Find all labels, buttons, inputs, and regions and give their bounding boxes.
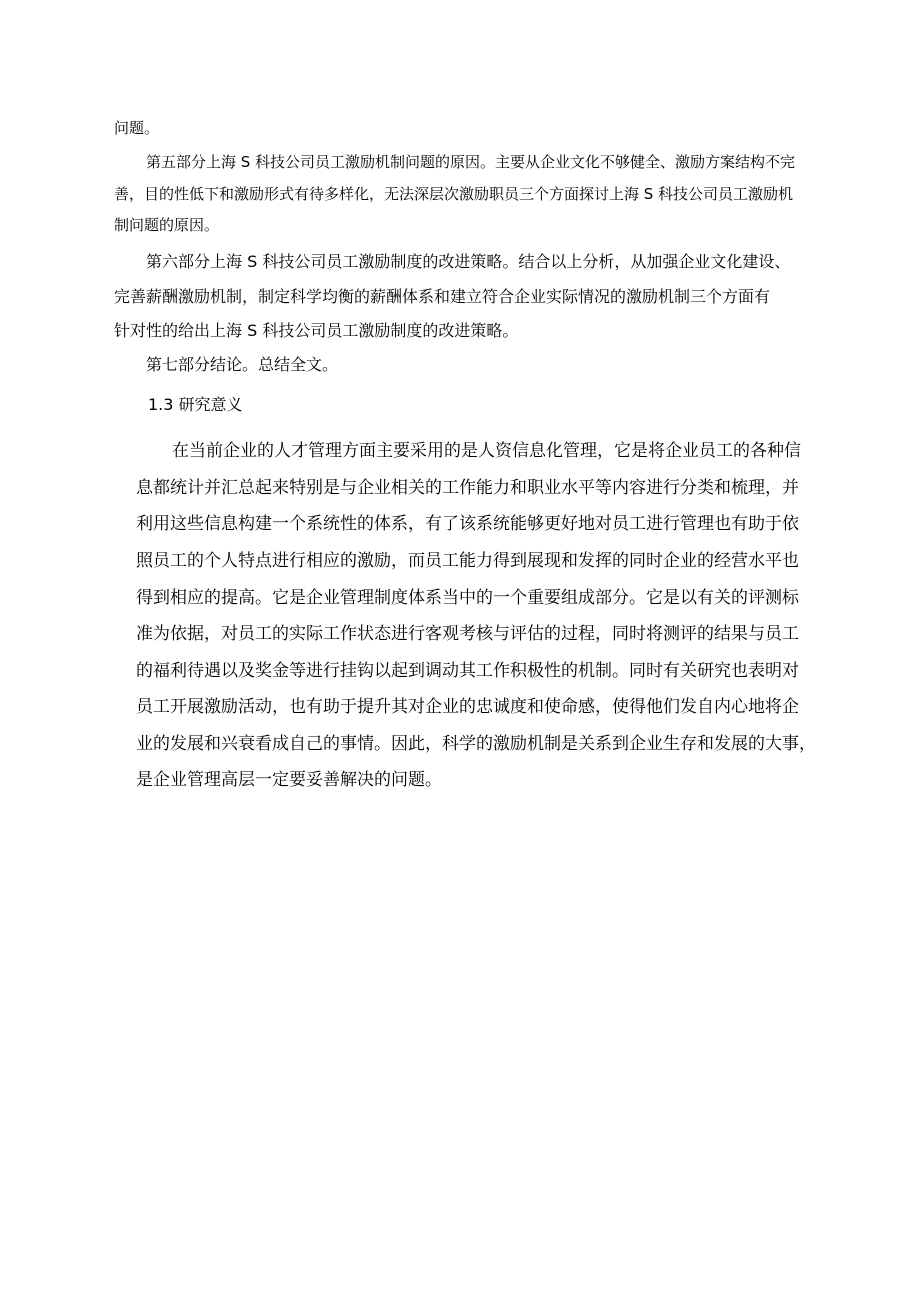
part6-line-2: 完善薪酬激励机制，制定科学均衡的薪酬体系和建立符合企业实际情况的激励机制三个方面有 <box>114 287 771 306</box>
significance-line-9: 业的发展和兴衰看成自己的事情。因此，科学的激励机制是关系到企业生存和发展的大事， <box>136 734 816 754</box>
significance-line-4: 照员工的个人特点进行相应的激励，而员工能力得到展现和发挥的同时企业的经营水平也 <box>136 551 799 571</box>
significance-line-1: 在当前企业的人才管理方面主要采用的是人资信息化管理，它是将企业员工的各种信 <box>172 441 801 461</box>
part6-line-1: 第六部分上海 S 科技公司员工激励制度的改进策略。结合以上分析，从加强企业文化建设、 <box>146 252 791 271</box>
part5-line-3: 制问题的原因。 <box>114 216 220 234</box>
section-heading: 1.3 研究意义 <box>148 395 243 414</box>
significance-line-6: 准为依据，对员工的实际工作状态进行客观考核与评估的过程，同时将测评的结果与员工 <box>136 624 799 644</box>
continuation-line: 问题。 <box>114 119 160 137</box>
part7-line-1: 第七部分结论。总结全文。 <box>146 355 339 374</box>
significance-line-2: 息都统计并汇总起来特别是与企业相关的工作能力和职业水平等内容进行分类和梳理，并 <box>136 478 799 498</box>
part6-line-3: 针对性的给出上海 S 科技公司员工激励制度的改进策略。 <box>114 321 519 340</box>
significance-line-8: 员工开展激励活动，也有助于提升其对企业的忠诚度和使命感，使得他们发自内心地将企 <box>136 697 799 717</box>
significance-line-5: 得到相应的提高。它是企业管理制度体系当中的一个重要组成部分。它是以有关的评测标 <box>136 588 799 608</box>
part5-line-2: 善，目的性低下和激励形式有待多样化，无法深层次激励职员三个方面探讨上海 S 科技公司员工激励机 <box>114 185 794 203</box>
significance-line-10: 是企业管理高层一定要妥善解决的问题。 <box>136 770 442 790</box>
significance-line-3: 利用这些信息构建一个系统性的体系，有了该系统能够更好地对员工进行管理也有助于依 <box>136 514 799 534</box>
significance-line-7: 的福利待遇以及奖金等进行挂钩以起到调动其工作积极性的机制。同时有关研究也表明对 <box>136 661 799 681</box>
part5-line-1: 第五部分上海 S 科技公司员工激励机制问题的原因。主要从企业文化不够健全、激励方案结构不完 <box>146 153 796 171</box>
